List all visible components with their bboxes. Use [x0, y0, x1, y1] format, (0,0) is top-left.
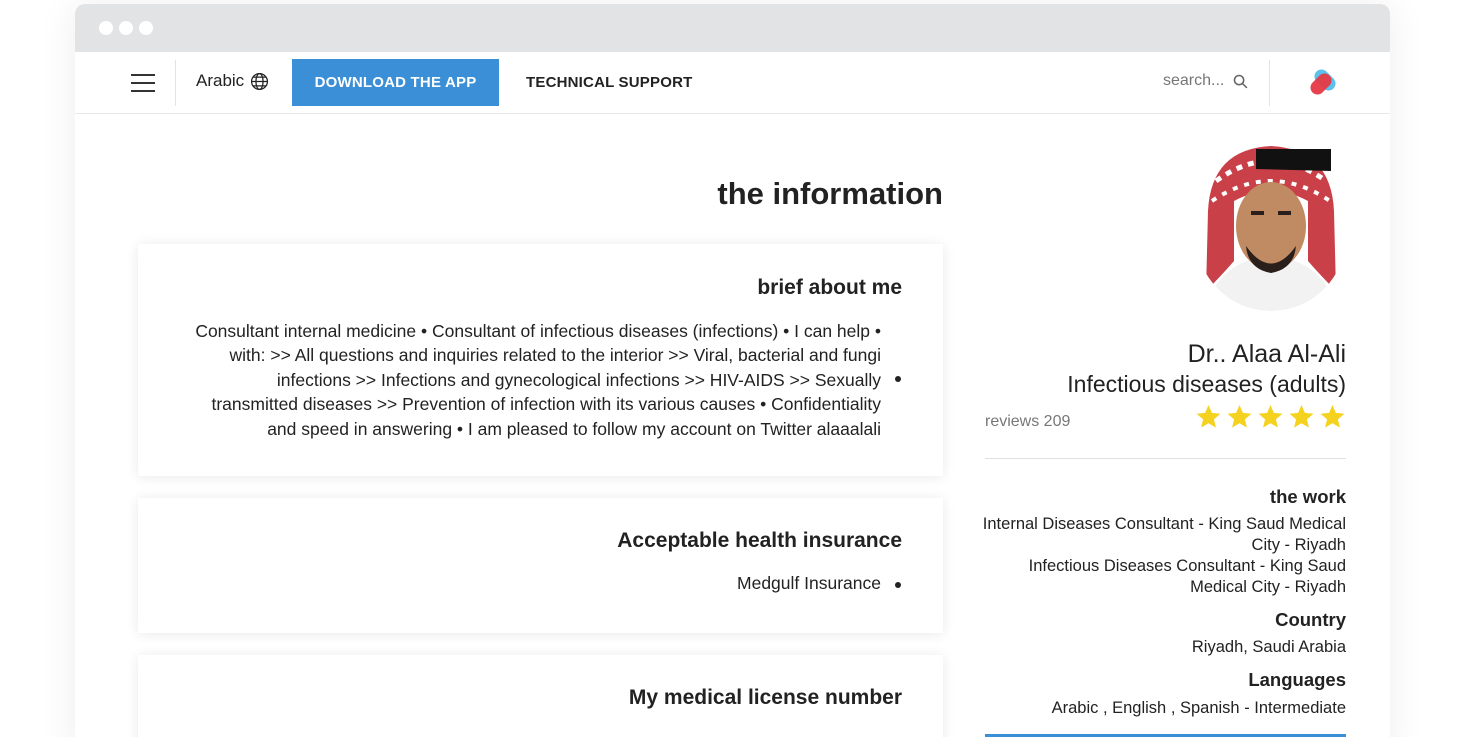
bullet-icon	[895, 582, 901, 588]
language-label: Arabic	[196, 71, 245, 90]
window-dot-minimize[interactable]	[119, 21, 133, 35]
work-line: Internal Diseases Consultant - King Saud Medical	[982, 515, 1346, 533]
download-app-button[interactable]: DOWNLOAD THE APP	[292, 59, 499, 106]
globe-icon	[250, 72, 269, 91]
rating-stars	[1195, 403, 1346, 430]
menu-icon[interactable]	[131, 74, 155, 92]
nav-divider	[1269, 60, 1270, 106]
license-card	[138, 655, 943, 737]
star-icon	[1195, 403, 1222, 430]
window-dot-maximize[interactable]	[139, 21, 153, 35]
doctor-name: Dr.. Alaa Al-Ali	[1187, 340, 1346, 368]
work-label: the work	[1269, 486, 1346, 507]
work-line: Infectious Diseases Consultant - King Saud	[1028, 557, 1346, 575]
bio-card	[138, 244, 943, 476]
browser-titlebar	[75, 4, 1390, 52]
nav-divider	[175, 60, 176, 106]
work-line: City - Riyadh	[1251, 536, 1346, 554]
doctor-avatar	[1196, 141, 1346, 311]
page-title: the information	[717, 176, 943, 211]
star-icon	[1226, 403, 1253, 430]
profile-divider	[985, 458, 1346, 459]
insurance-title: Acceptable health insurance	[617, 529, 902, 552]
search-icon[interactable]	[1232, 73, 1249, 90]
language-switcher[interactable]	[196, 71, 269, 91]
star-icon	[1257, 403, 1284, 430]
browser-window	[75, 4, 1390, 737]
languages-value: Arabic , English , Spanish - Intermediate	[1051, 699, 1346, 717]
search-box[interactable]	[1163, 72, 1249, 90]
country-value: Riyadh, Saudi Arabia	[1191, 638, 1346, 656]
window-dot-close[interactable]	[99, 21, 113, 35]
bio-title: brief about me	[757, 276, 902, 299]
star-icon	[1319, 403, 1346, 430]
license-title: My medical license number	[628, 686, 902, 709]
search-input[interactable]: search...	[1163, 72, 1225, 89]
star-icon	[1288, 403, 1315, 430]
reviews-count[interactable]: reviews 209	[985, 413, 1071, 430]
app-logo-icon[interactable]	[1305, 66, 1345, 98]
insurance-item: Medgulf Insurance	[737, 573, 881, 593]
bullet-icon	[895, 376, 901, 382]
work-line: Medical City - Riyadh	[1190, 578, 1346, 596]
top-navbar	[75, 52, 1390, 114]
bio-text: Consultant internal medicine • Consultant of infectious diseases (infections) • I can help • with: >> All questions and inquiries related to the interior >> Viral, bacterial and fungi infections >> Infections and gynecological infections >> HIV-AIDS >> Sexually transmitted diseases >> Prevention of infection with its various causes • Confidentiality and speed in answering • I am pleased to follow my account on Twitter alaaalali	[195, 321, 881, 439]
country-label: Country	[1275, 609, 1346, 630]
insurance-card	[138, 498, 943, 633]
languages-label: Languages	[1248, 669, 1346, 690]
doctor-specialty: Infectious diseases (adults)	[1067, 371, 1346, 397]
technical-support-link[interactable]: TECHNICAL SUPPORT	[526, 74, 693, 91]
